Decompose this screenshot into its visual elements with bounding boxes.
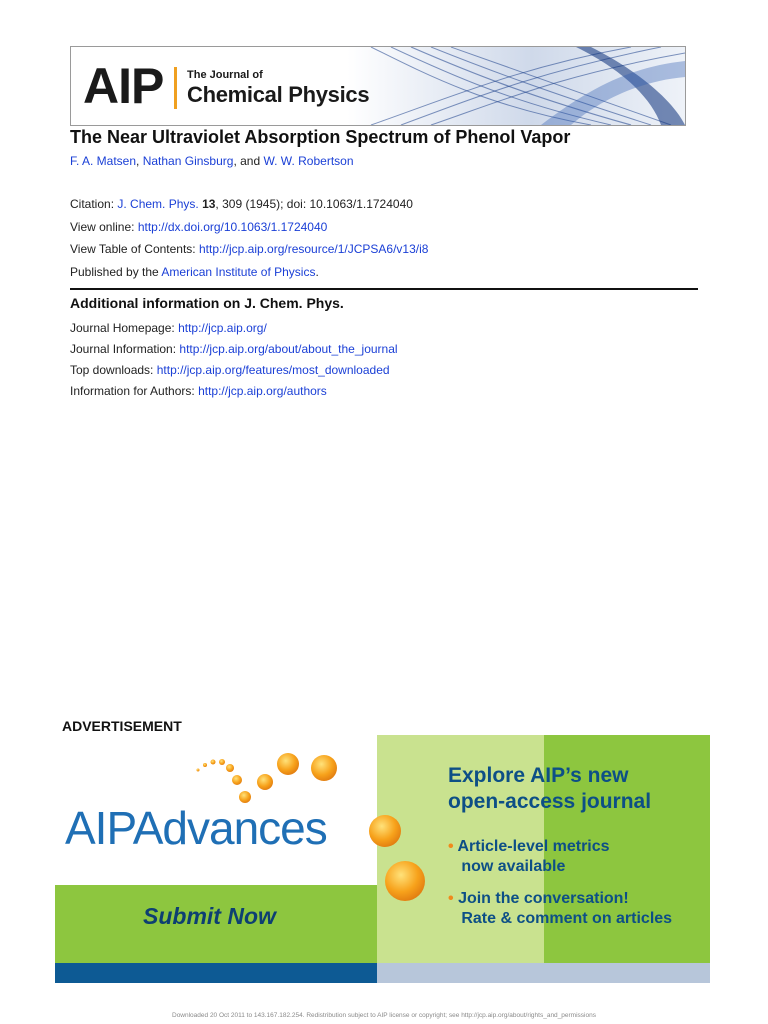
toc-label: View Table of Contents:: [70, 242, 199, 256]
view-online-label: View online:: [70, 219, 138, 234]
logo-divider: [174, 67, 177, 109]
section-divider: [70, 288, 698, 290]
ad-headline-line1: Explore AIP’s new: [448, 764, 629, 787]
author-separator-and: , and: [233, 154, 264, 168]
toc-link[interactable]: http://jcp.aip.org/resource/1/JCPSA6/v13/i8: [198, 242, 429, 256]
citation-volume: 13: [202, 197, 216, 211]
author-link-3[interactable]: W. W. Robertson: [263, 154, 354, 168]
brand-aip-text: AIP: [65, 802, 133, 854]
view-online-line: [70, 216, 428, 239]
citation-details: , 309 (1945); doi: 10.1063/1.1724040: [215, 197, 413, 211]
published-label: Published by the: [70, 264, 162, 279]
journal-name-small: The Journal of: [187, 69, 263, 81]
author-link-2[interactable]: Nathan Ginsburg: [142, 154, 234, 168]
additional-info-item: [70, 360, 398, 381]
advertisement-label: ADVERTISEMENT: [62, 718, 182, 734]
authors-info-link[interactable]: http://jcp.aip.org/authors: [198, 384, 327, 398]
aip-advances-logo: [65, 801, 327, 855]
additional-info-item: [70, 339, 398, 360]
submit-now-button[interactable]: Submit Now: [143, 903, 276, 929]
bullet2-line1: Join the conversation!: [458, 890, 629, 907]
additional-info-item: [70, 318, 398, 339]
author-list: [70, 154, 354, 168]
ad-headline-line2: open-access journal: [448, 790, 652, 813]
citation-line: [70, 193, 428, 216]
citation-journal-link[interactable]: J. Chem. Phys.: [117, 197, 199, 211]
bullet-dot-icon: •: [448, 838, 454, 855]
published-end: .: [315, 264, 319, 279]
journal-information-link[interactable]: http://jcp.aip.org/about/about_the_journal: [179, 342, 398, 356]
additional-info-item: [70, 381, 398, 402]
view-online-link[interactable]: http://dx.doi.org/10.1063/1.1724040: [137, 219, 328, 234]
toc-line: [70, 238, 428, 261]
ad-bullet-conversation: [448, 889, 672, 929]
aip-advances-advertisement[interactable]: [55, 735, 710, 983]
bullet2-line2: Rate & comment on articles: [461, 910, 673, 927]
author-link-1[interactable]: F. A. Matsen: [70, 154, 137, 168]
bullet1-line2: now available: [461, 858, 566, 875]
ad-bullet-metrics: [448, 837, 610, 877]
aip-logo: AIP: [83, 58, 164, 114]
info-label: Information for Authors:: [70, 384, 199, 398]
ad-headline: [448, 763, 651, 815]
additional-info-list: [70, 318, 398, 402]
journal-homepage-link[interactable]: http://jcp.aip.org/: [178, 321, 267, 335]
journal-name: Chemical Physics: [187, 82, 370, 107]
publisher-link[interactable]: American Institute of Physics: [161, 264, 316, 279]
additional-info-heading: Additional information on J. Chem. Phys.: [70, 295, 344, 311]
citation-block: [70, 193, 428, 283]
journal-banner: [70, 46, 686, 126]
published-line: [70, 261, 428, 284]
info-label: Top downloads:: [70, 363, 157, 377]
top-downloads-link[interactable]: http://jcp.aip.org/features/most_downloaded: [156, 363, 390, 377]
bullet-dot-icon: •: [448, 890, 454, 907]
article-title: The Near Ultraviolet Absorption Spectrum of Phenol Vapor: [70, 127, 571, 147]
info-label: Journal Information:: [70, 342, 180, 356]
author-separator: ,: [136, 154, 143, 168]
brand-advances-text: Advances: [132, 802, 327, 854]
download-footer: Downloaded 20 Oct 2011 to 143.167.182.254. Redistribution subject to AIP license or copyright; see http://jcp.aip.org/about/rights_and_permissions: [172, 1012, 596, 1019]
citation-label: Citation:: [70, 197, 118, 211]
info-label: Journal Homepage:: [70, 321, 179, 335]
bullet1-line1: Article-level metrics: [457, 838, 610, 855]
